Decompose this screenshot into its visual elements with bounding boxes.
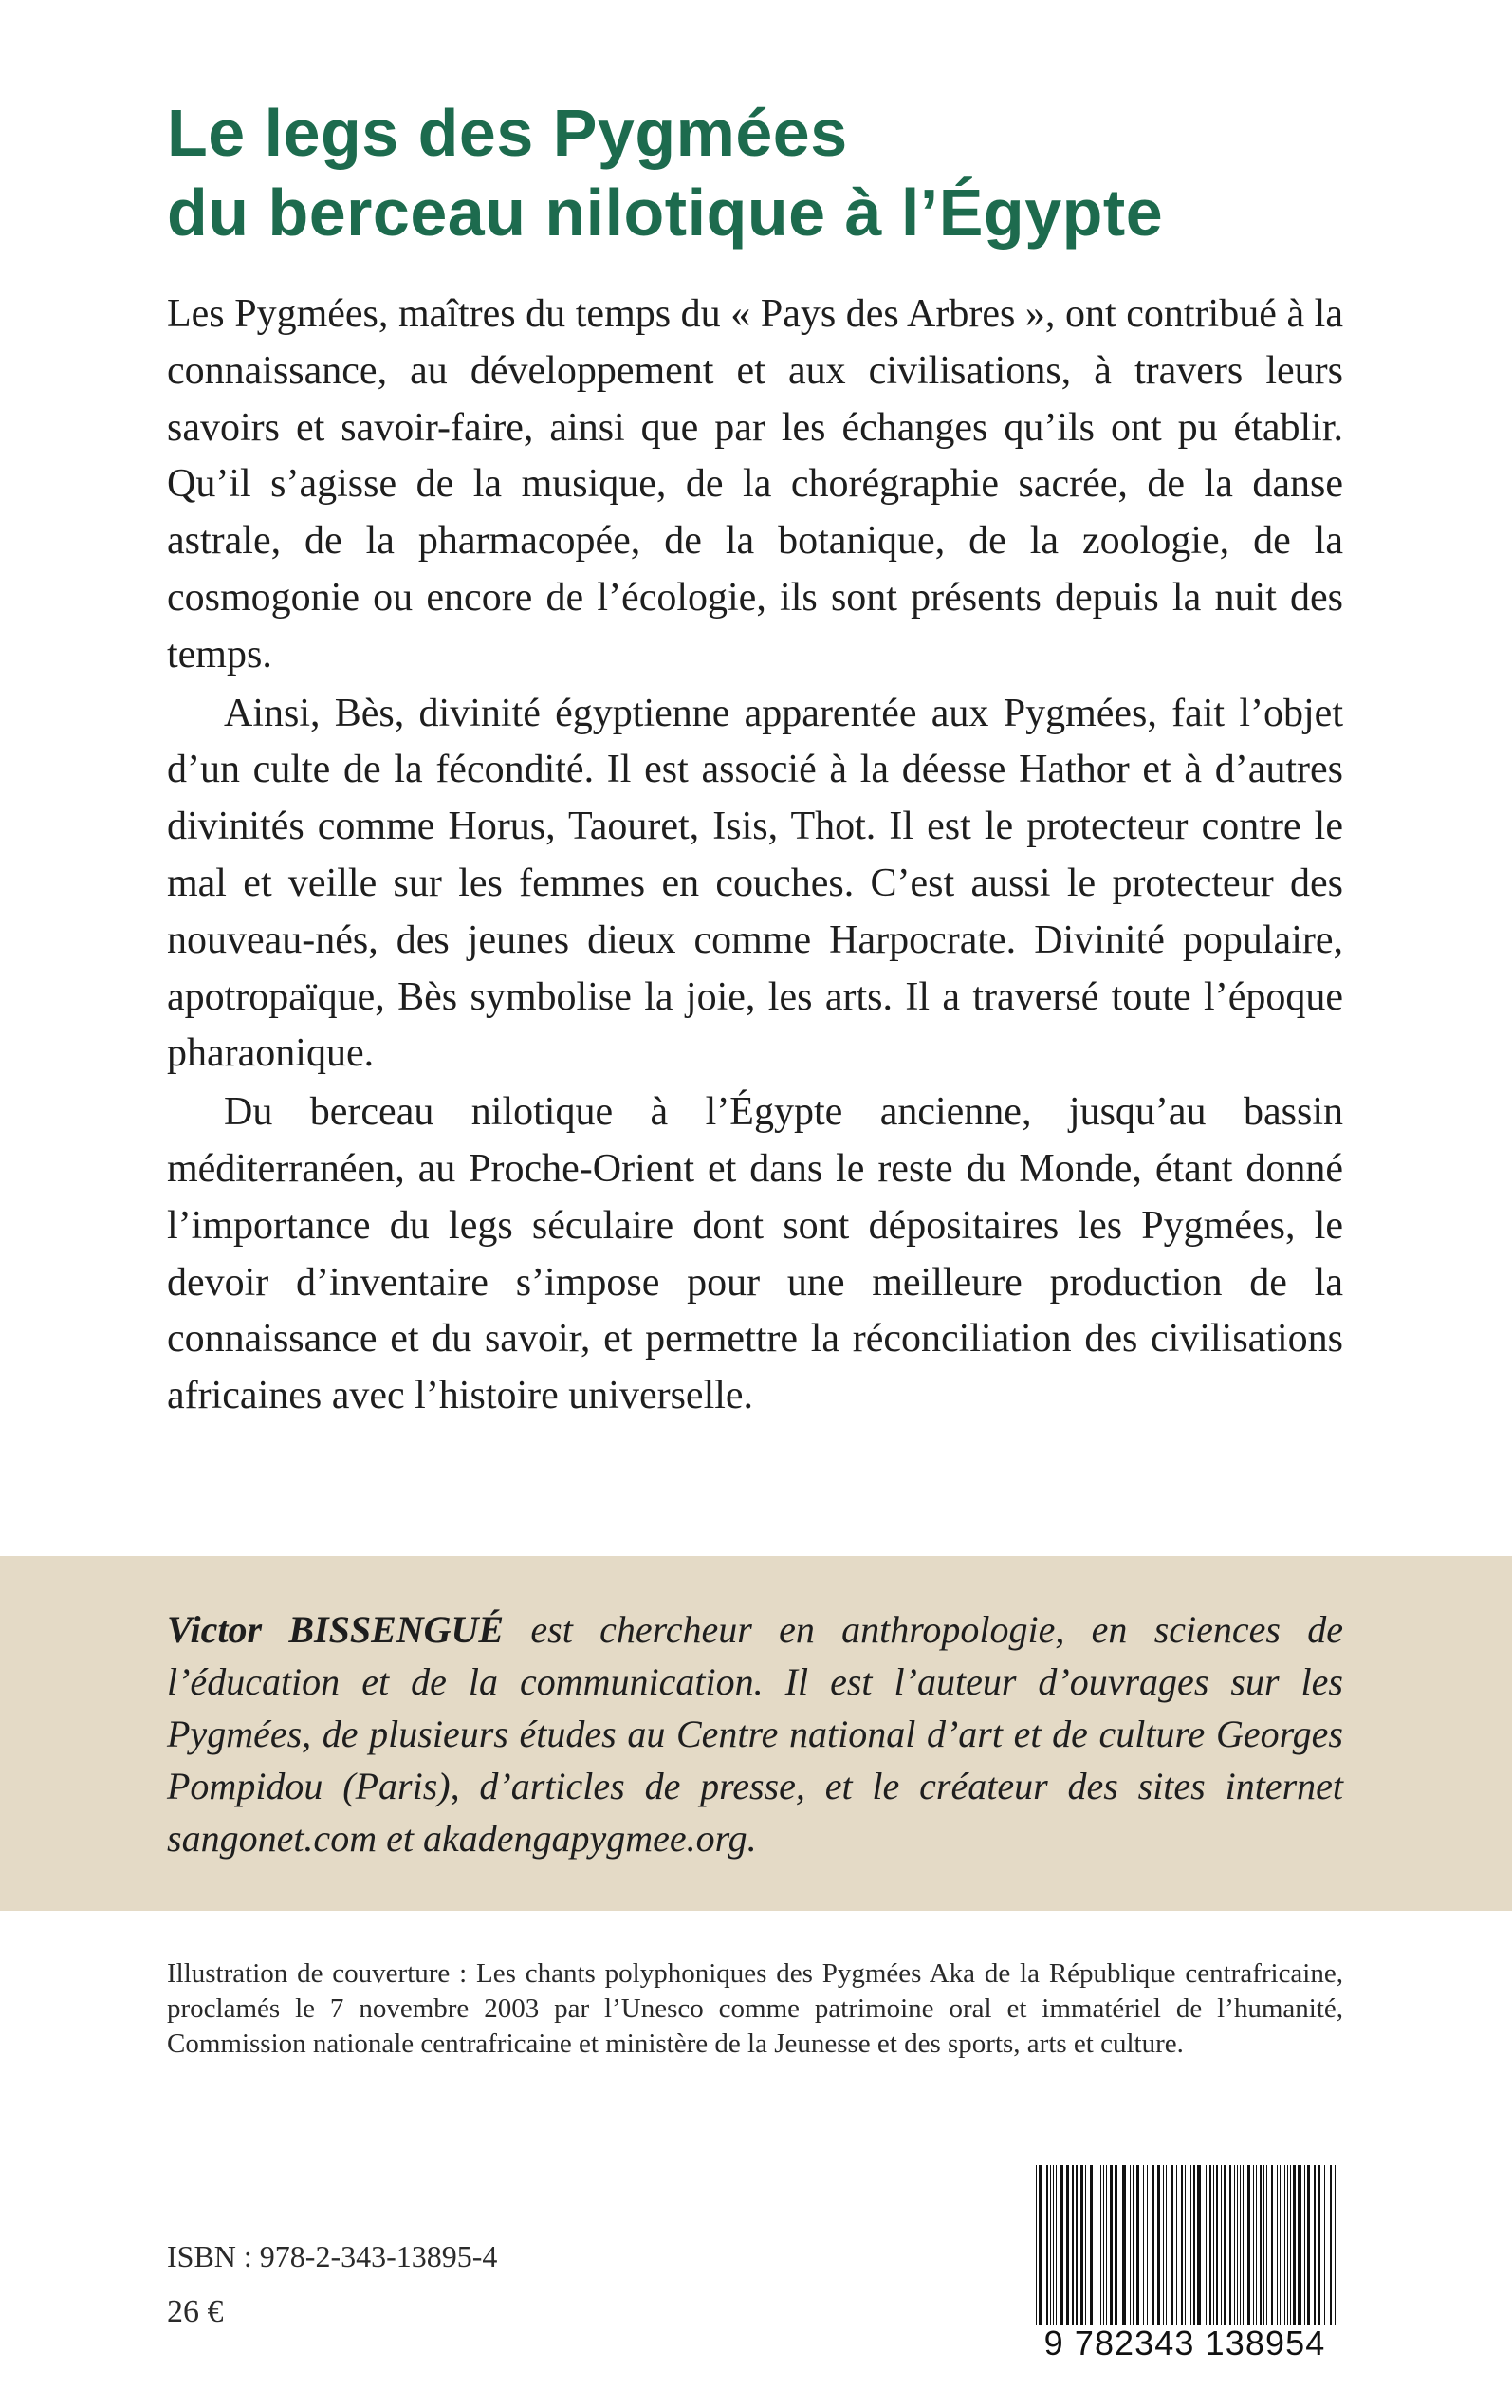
author-bio — [167, 1603, 1343, 1864]
barcode-bar — [1090, 2165, 1093, 2328]
barcode-bar — [1253, 2165, 1254, 2328]
barcode-bar — [1213, 2165, 1214, 2328]
barcode-bar — [1080, 2165, 1083, 2328]
author-bio-box — [0, 1556, 1512, 1911]
barcode-bar — [1271, 2165, 1273, 2328]
barcode-bar — [1122, 2165, 1126, 2328]
book-title — [167, 93, 1362, 252]
barcode-bar — [1263, 2165, 1264, 2328]
barcode-bar — [1293, 2165, 1296, 2328]
barcode-bar — [1284, 2165, 1285, 2328]
barcode-bar — [1193, 2165, 1195, 2328]
barcode-bar — [1237, 2165, 1238, 2328]
barcode-bar — [1053, 2165, 1054, 2328]
barcode-bar — [1290, 2165, 1291, 2328]
barcode-bars — [1023, 2165, 1347, 2328]
barcode-bar — [1266, 2165, 1267, 2328]
title-line-1: Le legs des Pygmées — [167, 96, 848, 170]
barcode-bar — [1234, 2165, 1235, 2328]
barcode-bar — [1221, 2165, 1222, 2328]
cover-illustration-credit: Illustration de couverture : Les chants polyphoniques des Pygmées Aka de la République centrafricaine, proclamés le 7 novembre 2003 par l’Unesco comme patrimoine oral et immatériel de l’humanité, Commission nationale centrafricaine et ministère de la Jeunesse et des sports, arts et culture. — [167, 1958, 1343, 2059]
blurb-paragraph-1: Les Pygmées, maîtres du temps du « Pays des Arbres », ont contribué à la connaissance, au développement et aux civilisations, à travers leurs savoirs et savoir-faire, ainsi que par les échanges qu’ils ont pu établir. Qu’il s’agisse de la musique, de la chorégraphie sacrée, de la danse astrale, de la pharmacopée, de la botanique, de la zoologie, de la cosmogonie ou encore de l’écologie, ils sont présents depuis la nuit des temps. — [167, 292, 1343, 676]
barcode-bar — [1287, 2165, 1288, 2328]
author-bio-text: est chercheur en anthropologie, en sciences de l’éducation et de la communication. Il est l’auteur d’ouvrages sur les Pygmées, de plusieurs études au Centre national d’art et de culture Georges Pompidou (Paris), d’articles de presse, et le créateur des sites internet sangonet.com et akadengapygmee.org. — [167, 1608, 1344, 1860]
barcode-bar — [1314, 2165, 1316, 2328]
author-last-name-initial: B — [288, 1608, 315, 1651]
barcode-bar — [1133, 2165, 1134, 2328]
barcode-bar — [1056, 2165, 1057, 2328]
barcode-bar — [1163, 2165, 1164, 2328]
barcode-bar — [1243, 2165, 1244, 2328]
barcode-bar — [1260, 2165, 1262, 2328]
barcode-bar — [1130, 2165, 1131, 2328]
barcode-bar — [1060, 2165, 1063, 2328]
barcode-bar — [1106, 2165, 1107, 2328]
barcode-bar — [1171, 2165, 1173, 2328]
author-first-name: Victor — [167, 1608, 263, 1651]
barcode-bar — [1166, 2165, 1167, 2328]
blurb-paragraph-3: Du berceau nilotique à l’Égypte ancienne, jusqu’au bassin méditerranéen, au Proche-Orient et dans le reste du Monde, étant donné l’importance du legs séculaire dont sont dépositaires les Pygmées, le devoir d’inventaire s’impose pour une meilleure production de la connaissance et du savoir, et permettre la réconciliation des civilisations africaines avec l’histoire universelle. — [167, 1090, 1343, 1418]
barcode-bar — [1229, 2165, 1231, 2328]
barcode-bar — [1240, 2165, 1241, 2328]
barcode-bar — [1152, 2165, 1154, 2328]
barcode-bar — [1224, 2165, 1226, 2328]
author-name — [167, 1608, 504, 1651]
barcode-bar — [1039, 2165, 1042, 2328]
barcode-bar — [1330, 2165, 1332, 2328]
barcode-bar — [1046, 2165, 1048, 2328]
barcode-bar — [1103, 2165, 1104, 2328]
barcode-bar — [1110, 2165, 1113, 2328]
title-line-2: du berceau nilotique à l’Égypte — [167, 176, 1164, 250]
blurb-paragraph-2: Ainsi, Bès, divinité égyptienne apparentée aux Pygmées, fait l’objet d’un culte de la fécondité. Il est associé à la déesse Hathor et à d’autres divinités comme Horus, Taouret, Isis, Thot. Il est le protecteur contre le mal et veille sur les femmes en couches. C’est aussi le protecteur des nouveau-nés, des jeunes dieux comme Harpocrate. Divinité populaire, apotropaïque, Bès symbolise la joie, les arts. Il a traversé toute l’époque pharaonique. — [167, 691, 1343, 1076]
barcode — [1023, 2165, 1347, 2364]
barcode-bar — [1115, 2165, 1117, 2328]
barcode-bar — [1176, 2165, 1177, 2328]
barcode-bar — [1304, 2165, 1305, 2328]
barcode-bar — [1277, 2165, 1278, 2328]
barcode-bar — [1298, 2165, 1301, 2328]
author-last-name-rest: ISSENGUÉ — [314, 1608, 505, 1651]
barcode-bar — [1076, 2165, 1078, 2328]
barcode-bar — [1136, 2165, 1139, 2328]
barcode-bar — [1307, 2165, 1310, 2328]
barcode-bar — [1280, 2165, 1281, 2328]
barcode-bar — [1072, 2165, 1074, 2328]
barcode-bar — [1197, 2165, 1201, 2328]
isbn: ISBN : 978-2-343-13895-4 — [167, 2239, 498, 2273]
barcode-bar — [1036, 2165, 1037, 2328]
blurb — [167, 287, 1343, 1425]
barcode-bar — [1100, 2165, 1101, 2328]
barcode-bar — [1181, 2165, 1183, 2328]
barcode-digits: 9 782343 138954 — [1023, 2325, 1347, 2362]
barcode-bar — [1335, 2165, 1336, 2328]
barcode-bar — [1247, 2165, 1250, 2328]
barcode-bar — [1085, 2165, 1086, 2328]
price: 26 € — [167, 2294, 224, 2329]
barcode-bar — [1190, 2165, 1191, 2328]
barcode-bar — [1209, 2165, 1211, 2328]
barcode-bar — [1318, 2165, 1320, 2328]
barcode-bar — [1157, 2165, 1160, 2328]
barcode-bar — [1256, 2165, 1257, 2328]
barcode-bar — [1206, 2165, 1207, 2328]
barcode-bar — [1216, 2165, 1218, 2328]
barcode-bar — [1147, 2165, 1148, 2328]
barcode-bar — [1143, 2165, 1144, 2328]
barcode-bar — [1324, 2165, 1325, 2328]
barcode-bar — [1066, 2165, 1069, 2328]
barcode-bar — [1050, 2165, 1051, 2328]
barcode-bar — [1185, 2165, 1186, 2328]
